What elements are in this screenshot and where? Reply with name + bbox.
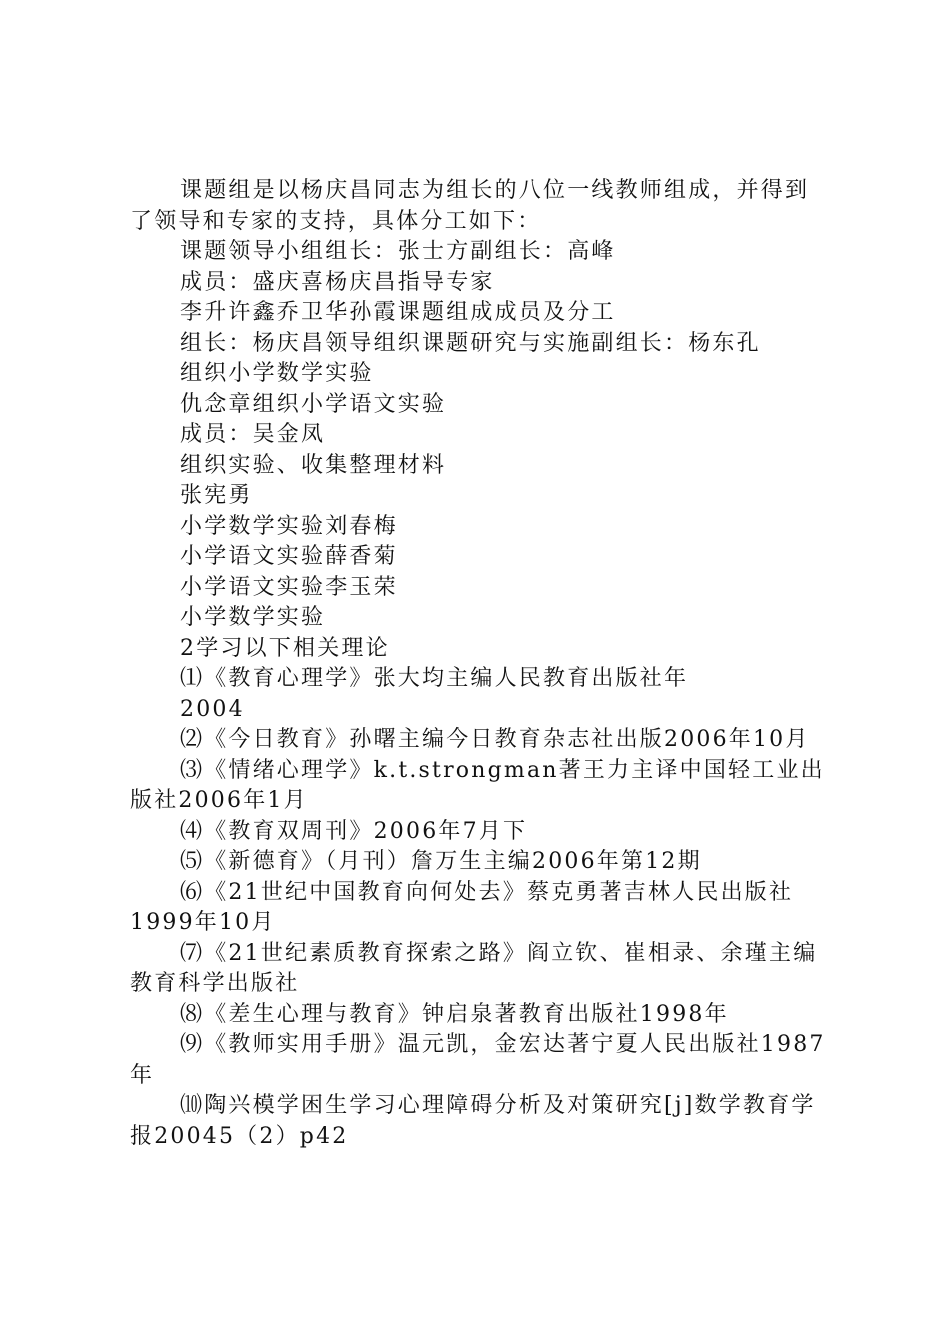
- paragraph: 李升许鑫乔卫华孙霞课题组成成员及分工: [180, 300, 616, 325]
- paragraph: ⑺《21世纪素质教育探索之路》阎立钦、崔相录、余瑾主编教育科学出版社: [130, 940, 818, 996]
- paragraph: 张宪勇: [180, 483, 253, 508]
- paragraph: 小学数学实验刘春梅: [180, 513, 398, 539]
- paragraph: ⑸《新德育》（月刊）詹万生主编2006年第12期: [180, 849, 702, 874]
- paragraph: 小学语文实验李玉荣: [180, 574, 398, 600]
- paragraph: 2004: [180, 696, 245, 722]
- paragraph: 小学语文实验薛香菊: [180, 544, 398, 569]
- paragraph: 组织实验、收集整理材料: [180, 452, 447, 478]
- paragraph: 成员：吴金凤: [180, 422, 326, 447]
- paragraph: ⑷《教育双周刊》2006年7月下: [180, 818, 528, 844]
- paragraph: 小学数学实验: [180, 605, 326, 630]
- paragraph: ⑵《今日教育》孙曙主编今日教育杂志社出版2006年10月: [180, 727, 810, 752]
- paragraph: 课题领导小组组长：张士方副组长：高峰: [180, 239, 616, 264]
- paragraph: 仇念章组织小学语文实验: [180, 391, 447, 417]
- paragraph: ⑽陶兴模学困生学习心理障碍分析及对策研究[j]数学教育学报20045（2）p42: [130, 1093, 816, 1149]
- paragraph: ⑶《情绪心理学》k.t.strongman著王力主译中国轻工业出版社2006年1月: [130, 757, 825, 813]
- paragraph: 2学习以下相关理论: [180, 635, 390, 661]
- paragraph: ⑴《教育心理学》张大均主编人民教育出版社年: [180, 666, 689, 691]
- paragraph: ⑼《教师实用手册》温元凯，金宏达著宁夏人民出版社1987年: [130, 1032, 826, 1088]
- paragraph: 成员：盛庆喜杨庆昌指导专家: [180, 269, 495, 295]
- paragraph: ⑹《21世纪中国教育向何处去》蔡克勇著吉林人民出版社1999年10月: [130, 879, 794, 935]
- paragraph: 组织小学数学实验: [180, 361, 374, 386]
- paragraph: ⑻《差生心理与教育》钟启泉著教育出版社1998年: [180, 1001, 729, 1027]
- document-body: [130, 176, 832, 1152]
- paragraph: 组长：杨庆昌领导组织课题研究与实施副组长：杨东孔: [180, 330, 761, 356]
- paragraph: 课题组是以杨庆昌同志为组长的八位一线教师组成，并得到了领导和专家的支持，具体分工如下：: [130, 178, 810, 234]
